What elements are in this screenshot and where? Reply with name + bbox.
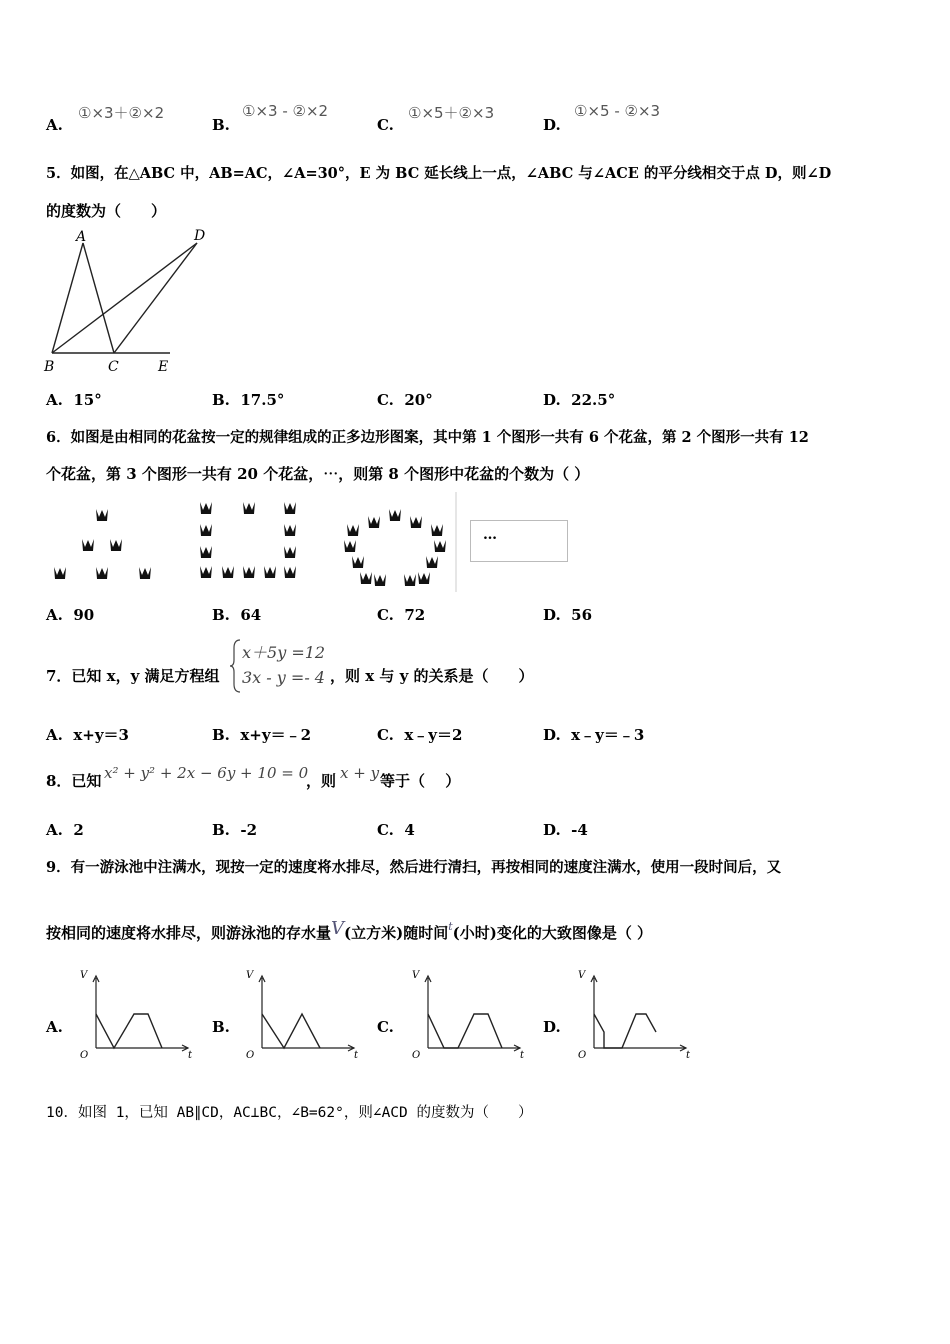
origin-label: O [578,1050,587,1061]
q6-stem-line2: 个花盆，第 3 个图形一共有 20 个花盆，⋯，则第 8 个图形中花盆的个数为（ ） [46,465,590,483]
option-letter: B. [212,391,230,409]
origin-label: O [412,1050,421,1061]
q9-option-c[interactable] [377,1018,394,1036]
axis-v-label: V [80,970,88,981]
q6-option-a[interactable] [46,606,94,624]
option-text: 4 [404,821,415,839]
triangle-pattern [54,509,151,579]
q9-stem-line1: 9．有一游泳池中注满水，现按一定的速度将水排尽，然后进行清扫，再按相同的速度注满水，使用一段时间后，又 [46,859,782,876]
option-letter: D. [543,821,561,839]
q6-option-d[interactable] [543,606,592,624]
q5-stem-line2: 的度数为（ ） [46,202,167,220]
axis-t-label: t [520,1050,525,1061]
q5-triangle-figure [40,226,220,376]
option-letter: B. [212,1018,230,1036]
label-c: C [108,359,119,375]
q8-option-a[interactable] [46,821,84,839]
q5-option-b[interactable] [212,391,284,409]
option-letter: A. [46,726,63,744]
origin-label: O [80,1050,89,1061]
q6-ellipsis-box [470,520,568,562]
q8-option-d[interactable] [543,821,588,839]
option-letter: A. [46,606,63,624]
q7-option-b[interactable] [212,724,311,745]
q4-option-b[interactable] [212,116,230,134]
var-v: V [331,918,345,939]
var-t: t [448,920,453,933]
label-b: B [44,359,55,375]
axis-t-label: t [686,1050,691,1061]
option-text: x+y＝3 [73,726,129,744]
label-d: D [194,228,206,244]
q6-option-b[interactable] [212,606,261,624]
option-letter: B. [212,606,230,624]
option-letter: B. [212,821,230,839]
q9-graph-b [242,964,367,1062]
option-letter: C. [377,391,394,409]
option-text: -2 [240,821,258,839]
option-letter: B. [212,726,230,744]
q8-expression: x + y [340,764,380,782]
option-text: x﹣y＝2 [404,726,463,744]
pentagon-pattern [344,509,446,586]
option-text: 17.5° [240,391,285,409]
q7-brace [228,638,242,694]
option-letter: C. [377,821,394,839]
q7-stem-prefix: 7．已知 x，y 满足方程组 [46,667,220,685]
option-letter: C. [377,1018,394,1036]
q9-stem-line2b: (立方米)随时间 [344,924,449,942]
q9-option-b[interactable] [212,1018,230,1036]
option-text: 72 [404,606,426,624]
option-letter: D. [543,391,561,409]
q8-stem-suffix: 等于（ ） [380,772,461,790]
option-letter: D. [543,116,561,134]
q9-graph-c [408,964,533,1062]
q6-stem-line1: 6．如图是由相同的花盆按一定的规律组成的正多边形图案，其中第 1 个图形一共有 6 个花盆，第 2 个图形一共有 12 [46,429,809,446]
option-letter: A. [46,116,63,134]
q9-graph-a [76,964,201,1062]
q4-option-c[interactable] [377,116,394,134]
q10-stem-line1: 10．如图 1，已知 AB∥CD，AC⊥BC，∠B=62°，则∠ACD 的度数为（ ） [46,1105,533,1121]
q9-stem-line2 [46,918,652,943]
ellipsis-text: … [483,527,497,543]
q4-option-d-expr: ①×5 - ②×3 [574,102,661,120]
option-text: 15° [73,391,102,409]
option-letter: A. [46,391,63,409]
q7-equation-1: x＋5y =12 [242,643,326,662]
q8-equation: x² + y² + 2x − 6y + 10 = 0 [104,764,309,782]
q4-option-b-expr: ①×3 - ②×2 [242,102,329,120]
axis-v-label: V [246,970,254,981]
q8-option-c[interactable] [377,821,415,839]
q4-option-a-expr: ①×3＋②×2 [78,104,165,122]
q4-option-c-expr: ①×5＋②×3 [408,104,495,122]
axis-v-label: V [578,970,586,981]
option-letter: C. [377,726,394,744]
option-letter: D. [543,606,561,624]
q6-option-c[interactable] [377,606,425,624]
option-text: -4 [571,821,588,839]
q6-flowerpot-figures [40,490,460,594]
q7-option-a[interactable] [46,724,129,745]
q4-option-d[interactable] [543,116,561,134]
q9-graph-d [574,964,699,1062]
option-letter: C. [377,116,394,134]
option-text: 56 [571,606,593,624]
option-text: 20° [404,391,433,409]
q9-option-d[interactable] [543,1018,561,1036]
origin-label: O [246,1050,255,1061]
label-e: E [158,359,169,375]
q7-option-d[interactable] [543,724,644,745]
option-text: 64 [240,606,262,624]
q7-stem-suffix: ，则 x 与 y 的关系是（ ） [330,667,534,685]
q5-option-c[interactable] [377,391,433,409]
option-text: 2 [73,821,84,839]
q5-stem-line1: 5．如图，在△ABC 中，AB=AC，∠A=30°，E 为 BC 延长线上一点，∠ABC 与∠ACE 的平分线相交于点 D，则∠D [46,165,832,182]
option-text: 90 [73,606,95,624]
option-text: x+y＝﹣2 [240,726,312,744]
option-letter: A. [46,1018,63,1036]
option-letter: D. [543,1018,561,1036]
axis-v-label: V [412,970,420,981]
q9-stem-line2c: (小时)变化的大致图像是（ ） [452,924,653,942]
option-letter: D. [543,726,561,744]
option-text: x﹣y＝﹣3 [571,726,645,744]
q5-option-d[interactable] [543,391,615,409]
axis-t-label: t [354,1050,359,1061]
option-letter: B. [212,116,230,134]
q9-stem-line2a: 按相同的速度将水排尽，则游泳池的存水量 [46,924,332,942]
axis-t-label: t [188,1050,193,1061]
q8-option-b[interactable] [212,821,257,839]
q8-stem-prefix: 8．已知 [46,772,102,790]
q4-option-a[interactable] [46,116,63,134]
label-a: A [76,229,87,245]
q8-stem-middle: ，则 [306,772,337,790]
option-letter: A. [46,821,63,839]
square-pattern [200,502,296,578]
option-letter: C. [377,606,394,624]
q9-option-a[interactable] [46,1018,63,1036]
option-text: 22.5° [571,391,616,409]
q5-option-a[interactable] [46,391,102,409]
q7-option-c[interactable] [377,724,462,745]
q7-equation-2: 3x - y =- 4 [242,668,325,687]
